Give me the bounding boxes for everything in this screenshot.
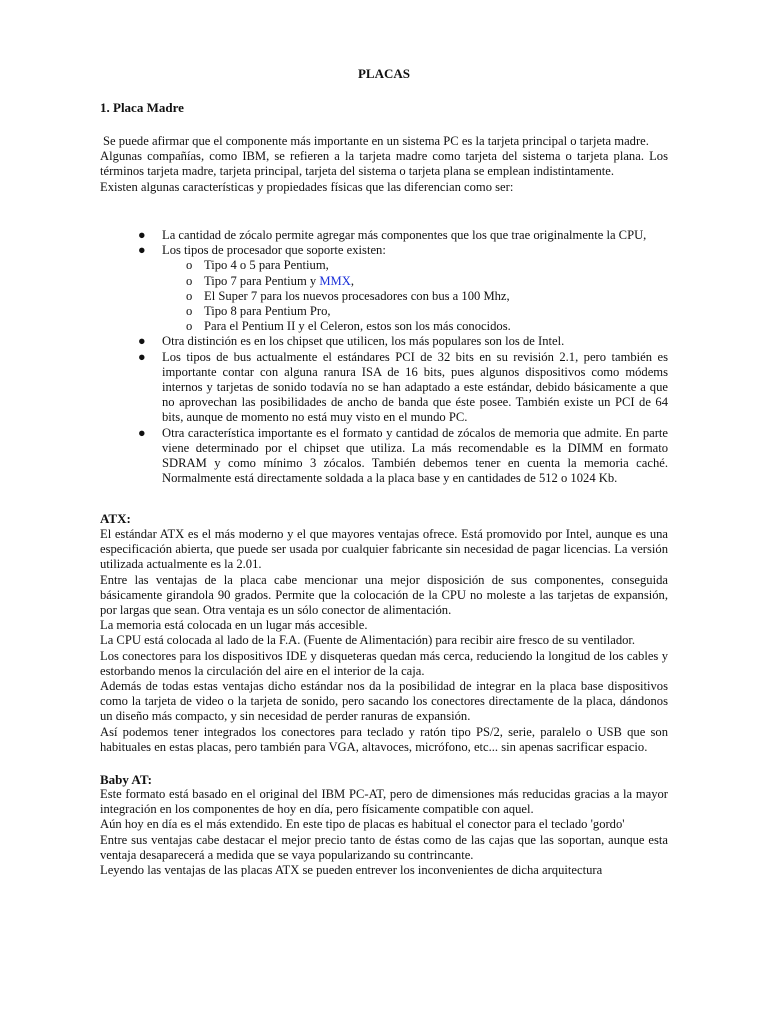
bullet-text: Los tipos de bus actualmente el estándares PCI de 32 bits en su revisión 2.1, pero también es importante contar con alguna ranura ISA de 16 bits, pues algunos dispositivos como módems internos y tarjetas de sonido todavía no se han adaptado a este estándar, debido básicamente a que no aprovechan las posibilidades de ancho de banda que éste posee. También existe un PCI de 64 bits, aunque de momento no está muy visto en el mundo PC. bbox=[162, 349, 668, 425]
bullet-dot-icon: ● bbox=[138, 228, 146, 242]
sub-bullet-text: El Super 7 para los nuevos procesadores con bus a 100 Mhz, bbox=[204, 288, 510, 303]
atx-paragraph-3: La memoria está colocada en un lugar más accesible. bbox=[100, 618, 368, 633]
bullet-item bbox=[138, 243, 668, 334]
bullet-dot-icon: ● bbox=[138, 425, 146, 440]
sub-bullet-item bbox=[162, 258, 668, 273]
sub-bullet-text: Para el Pentium II y el Celeron, estos son los más conocidos. bbox=[204, 319, 511, 334]
bullet-item bbox=[138, 228, 668, 243]
baby-at-paragraph-4: Leyendo las ventajas de las placas ATX se pueden entrever los inconvenientes de dicha arquitectura bbox=[100, 863, 603, 878]
atx-paragraph-6: Además de todas estas ventajas dicho estándar nos da la posibilidad de integrar en la placa base dispositivos como la tarjeta de video o la tarjeta de sonido, pero sacando los conectores directamente de la placa, dándonos un diseño más compacto, y sin necesidad de perder ranuras de expansión. bbox=[100, 679, 668, 724]
atx-paragraph-2: Entre las ventajas de la placa cabe mencionar una mejor disposición de sus componentes, conseguida básicamente girandola 90 grados. Permite que la colocación de la CPU no moleste a las tarjetas de expansión, por largas que sean. Otra ventaja es un sólo conector de alimentación. bbox=[100, 572, 668, 618]
atx-paragraph-1: El estándar ATX es el más moderno y el que mayores ventajas ofrece. Está promovido por Intel, aunque es una especificación abierta, que puede ser usada por cualquier fabricante sin necesidad de pagar licencias. La versión utilizada actualmente es la 2.01. bbox=[100, 527, 668, 572]
sub-bullet-text-end: , bbox=[350, 273, 354, 288]
baby-at-block bbox=[100, 787, 668, 878]
bullet-item bbox=[138, 350, 668, 426]
intro-paragraph-2: Algunas compañías, como IBM, se refieren a la tarjeta madre como tarjeta del sistema o tarjeta plana. Los términos tarjeta madre, tarjeta principal, tarjeta del sistema o tarjeta plana se emplean indistintamente. bbox=[100, 149, 668, 179]
sub-bullet-icon: o bbox=[186, 304, 193, 319]
intro-block bbox=[100, 134, 668, 195]
bullet-dot-icon: ● bbox=[138, 334, 146, 349]
sub-bullet-item bbox=[162, 289, 668, 304]
sub-bullet-icon: o bbox=[186, 258, 193, 273]
baby-at-paragraph-3: Entre sus ventajas cabe destacar el mejor precio tanto de éstas como de las cajas que las soportan, aunque esta ventaja desaparecerá a medida que se vaya popularizando su contrincante. bbox=[100, 832, 668, 862]
bullet-text: La cantidad de zócalo permite agregar más componentes que los que trae originalmente la CPU, bbox=[162, 228, 647, 242]
sub-bullet-text: Tipo 7 para Pentium y bbox=[204, 273, 320, 288]
bullet-dot-icon: ● bbox=[138, 349, 146, 364]
sub-bullet-text: Tipo 8 para Pentium Pro, bbox=[204, 304, 331, 319]
sub-bullet-text: Tipo 4 o 5 para Pentium, bbox=[204, 258, 329, 273]
bullet-text: Los tipos de procesador que soporte existen: bbox=[162, 243, 386, 258]
sub-bullet-item bbox=[162, 304, 668, 319]
sub-bullet-item bbox=[162, 319, 668, 334]
section-heading-placa-madre: 1. Placa Madre bbox=[100, 100, 184, 115]
section-heading-baby-at: Baby AT: bbox=[100, 772, 152, 787]
sub-bullet-icon: o bbox=[186, 288, 193, 303]
bullet-item bbox=[138, 334, 668, 349]
section-heading-atx: ATX: bbox=[100, 511, 131, 526]
bullet-text: Otra característica importante es el formato y cantidad de zócalos de memoria que admite. En parte viene determinado por el chipset que utiliza. La más recomendable es la DIMM en formato SDRAM y como mínimo 3 zócalos. También debemos tener en cuenta la memoria caché. Normalmente está directamente soldada a la placa base y en cantidades de 512 o 1024 Kb. bbox=[162, 425, 668, 486]
baby-at-paragraph-2: Aún hoy en día es el más extendido. En este tipo de placas es habitual el conector para el teclado 'gordo' bbox=[100, 817, 625, 832]
intro-paragraph-3: Existen algunas características y propiedades físicas que las diferencian como ser: bbox=[100, 179, 514, 194]
atx-block bbox=[100, 527, 668, 755]
atx-paragraph-5: Los conectores para los dispositivos IDE y disqueteras quedan más cerca, reduciendo la longitud de los cables y estorbando menos la circulación del aire en el interior de la caja. bbox=[100, 648, 668, 678]
baby-at-paragraph-1: Este formato está basado en el original del IBM PC-AT, pero de dimensiones más reducidas gracias a la mayor integración en los componentes de hoy en día, pero físicamente compatible con aquel. bbox=[100, 787, 668, 817]
bullet-item bbox=[138, 426, 668, 487]
sub-bullet-icon: o bbox=[186, 319, 193, 334]
feature-bullet-list bbox=[138, 228, 668, 486]
atx-paragraph-4: La CPU está colocada al lado de la F.A. (Fuente de Alimentación) para recibir aire fresco de su ventilador. bbox=[100, 633, 636, 648]
bullet-dot-icon: ● bbox=[138, 243, 146, 258]
sub-bullet-item bbox=[162, 274, 668, 289]
processor-sub-list bbox=[162, 258, 668, 334]
sub-bullet-icon: o bbox=[186, 273, 193, 288]
atx-paragraph-7: Así podemos tener integrados los conectores para teclado y ratón tipo PS/2, serie, paralelo o USB que son habituales en estas placas, pero también para VGA, altavoces, micrófono, etc... sin apenas sacrificar espacio. bbox=[100, 724, 668, 754]
intro-paragraph-1: Se puede afirmar que el componente más importante en un sistema PC es la tarjeta principal o tarjeta madre. bbox=[103, 134, 649, 148]
bullet-text: Otra distinción es en los chipset que utilicen, los más populares son los de Intel. bbox=[162, 334, 565, 349]
document-title: PLACAS bbox=[357, 66, 410, 81]
mmx-link[interactable]: MMX bbox=[319, 273, 351, 288]
